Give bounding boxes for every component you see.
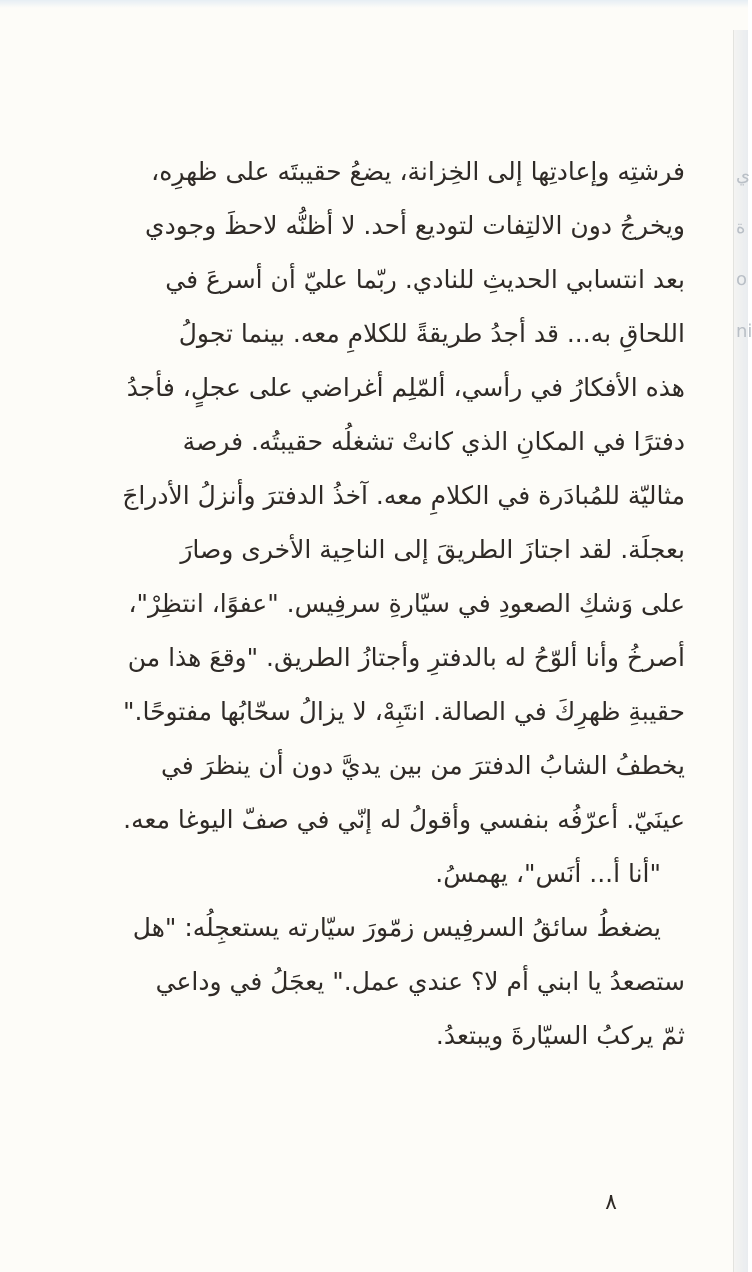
text-line-dialogue: "أنا أ... أنَس"، يهمسُ. (435, 859, 661, 888)
text-line: هذه الأفكارُ في رأسي، ألمّلِم أغراضي على عجلٍ، فأجدُ (126, 373, 685, 402)
page-number: ٨ (605, 1190, 617, 1215)
text-line-paragraph-start: يضغطُ سائقُ السرفِيس زمّورَ سيّارته يستعجِلُه: "هل (132, 913, 661, 942)
text-line: فرشتِه وإعادتِها إلى الخِزانة، يضعُ حقيبتَه على ظهرِه، (151, 157, 685, 186)
page-top-edge (0, 0, 748, 8)
body-text (30, 145, 685, 1063)
text-line: مثاليّة للمُبادَرة في الكلامِ معه. آخذُ الدفترَ وأنزلُ الأدراجَ (122, 481, 685, 510)
text-line: بعد انتسابي الحديثِ للنادي. ربّما عليّ أن أسرعَ في (165, 265, 685, 294)
next-page-bleed-text (736, 150, 752, 358)
text-line: ثمّ يركبُ السيّارةَ ويبتعدُ. (435, 1021, 685, 1050)
text-line: دفترًا في المكانِ الذي كانتْ تشغلُه حقيبتُه. فرصة (182, 427, 685, 456)
text-line: عينَيّ. أعرّفُه بنفسي وأقولُ له إنّي في صفّ اليوغا معه. (123, 805, 685, 834)
bleed-glyph: o (736, 269, 748, 290)
text-line: ستصعدُ يا ابني أم لا؟ عندي عمل." يعجَلُ في وداعي (155, 967, 685, 996)
text-line: بعجلَة. لقد اجتازَ الطريقَ إلى الناحِية الأخرى وصارَ (180, 535, 685, 564)
text-line: يخطفُ الشابُ الدفترَ من بين يديَّ دون أن ينظرَ في (160, 751, 685, 780)
text-line: على وَشكِ الصعودِ في سيّارةِ سرفِيس. "عفوًا، انتظِرْ"، (128, 589, 685, 618)
bleed-glyph: ni (736, 321, 752, 342)
bleed-glyph: ة (736, 217, 746, 238)
text-line: اللحاقِ به... قد أجدُ طريقةً للكلامِ معه. بينما تجولُ (178, 319, 685, 348)
bleed-glyph: ي (736, 165, 751, 186)
text-line: أصرخُ وأنا ألوّحُ له بالدفترِ وأجتازُ الطريق. "وقعَ هذا من (127, 643, 685, 672)
text-line: حقيبةِ ظهرِكَ في الصالة. انتَبِهْ، لا يزالُ سحّابُها مفتوحًا." (123, 697, 685, 726)
text-line: ويخرجُ دون الالتِفات لتوديع أحد. لا أظنُّه لاحظَ وجودي (145, 211, 685, 240)
